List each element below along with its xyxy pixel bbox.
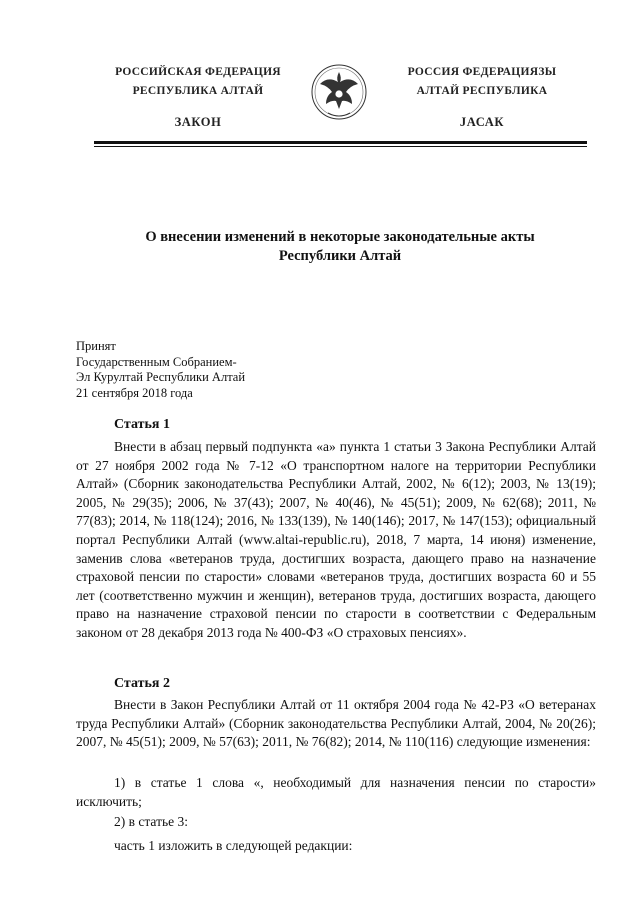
header-left-law: ЗАКОН (174, 115, 222, 129)
header-right-law: ЈАСАК (459, 115, 505, 129)
article-2-text: Внести в Закон Республики Алтай от 11 октября 2004 года № 42-РЗ «О ветеранах труда Республики Алтай» (Сборник законодательства Республики Алтай, 2004, № 20(26); 2007, № 45(51); 2009, № 57(63); 2011, № 76(82); 2014, № 110(116) следующие изменения: (76, 697, 596, 750)
accepted-block (76, 339, 336, 401)
header-left-country: РОССИЙСКАЯ ФЕДЕРАЦИЯ (115, 66, 281, 78)
title-line-2: Республики Алтай (278, 248, 402, 264)
header-left (108, 63, 288, 132)
accepted-line-3: Эл Курултай Республики Алтай (76, 370, 246, 384)
header-right-country: РОССИЯ ФЕДЕРАЦИЯЗЫ (407, 66, 557, 78)
header-rule-thin (94, 146, 587, 147)
accepted-line-2: Государственным Собранием- (76, 354, 237, 369)
republic-emblem-icon (310, 58, 368, 128)
article-1-text: Внести в абзац первый подпункта «а» пункта 1 статьи 3 Закона Республики Алтай от 27 ноября 2002 года № 7-12 «О транспортном налоге на территории Республики Алтай» (Сборник законодательства Республики Алтай, 2002, № 6(12); 2003, № 13(19); 2005, № 29(35); 2006, № 37(43); 2007, № 40(46), № 45(51); 2009, № 62(68); 2011, № 77(83); 2014, № 118(124); 2016, № 133(139), № 140(146); 2017, № 147(153); официальный портал Республики Алтай (www.altai-republic.ru), 2018, 7 марта, 14 июня) изменение, заменив слова «ветеранов труда, достигших возраста, дающего право на назначение страховой пенсии по старости» словами «ветеранов труда, достигших возраста 60 и 55 лет (соответственно мужчин и женщин), ветеранов труда, достигших возраста, дающего право на назначение страховой пенсии по старости в соответствии с Федеральным законом от 28 декабря 2013 года № 400-ФЗ «О страховых пенсиях». (76, 439, 596, 640)
header-left-republic: РЕСПУБЛИКА АЛТАЙ (132, 85, 264, 97)
header-right (392, 63, 572, 132)
accepted-date: 21 сентября 2018 года (76, 385, 193, 400)
article-1-heading: Статья 1 (114, 417, 170, 432)
header-rule-thick (94, 141, 587, 144)
article-2-heading: Статья 2 (114, 676, 170, 691)
accepted-line-1: Принят (76, 339, 116, 353)
article-2-item-3: часть 1 изложить в следующей редакции: (114, 838, 353, 853)
article-2-item-1: 1) в статье 1 слова «, необходимый для назначения пенсии по старости» исключить; (76, 775, 596, 809)
document-title (120, 228, 560, 266)
article-2-item-2: 2) в статье 3: (114, 814, 188, 829)
title-line-1: О внесении изменений в некоторые законодательные акты (145, 229, 535, 245)
header-right-republic: АЛТАЙ РЕСПУБЛИКА (416, 85, 548, 97)
